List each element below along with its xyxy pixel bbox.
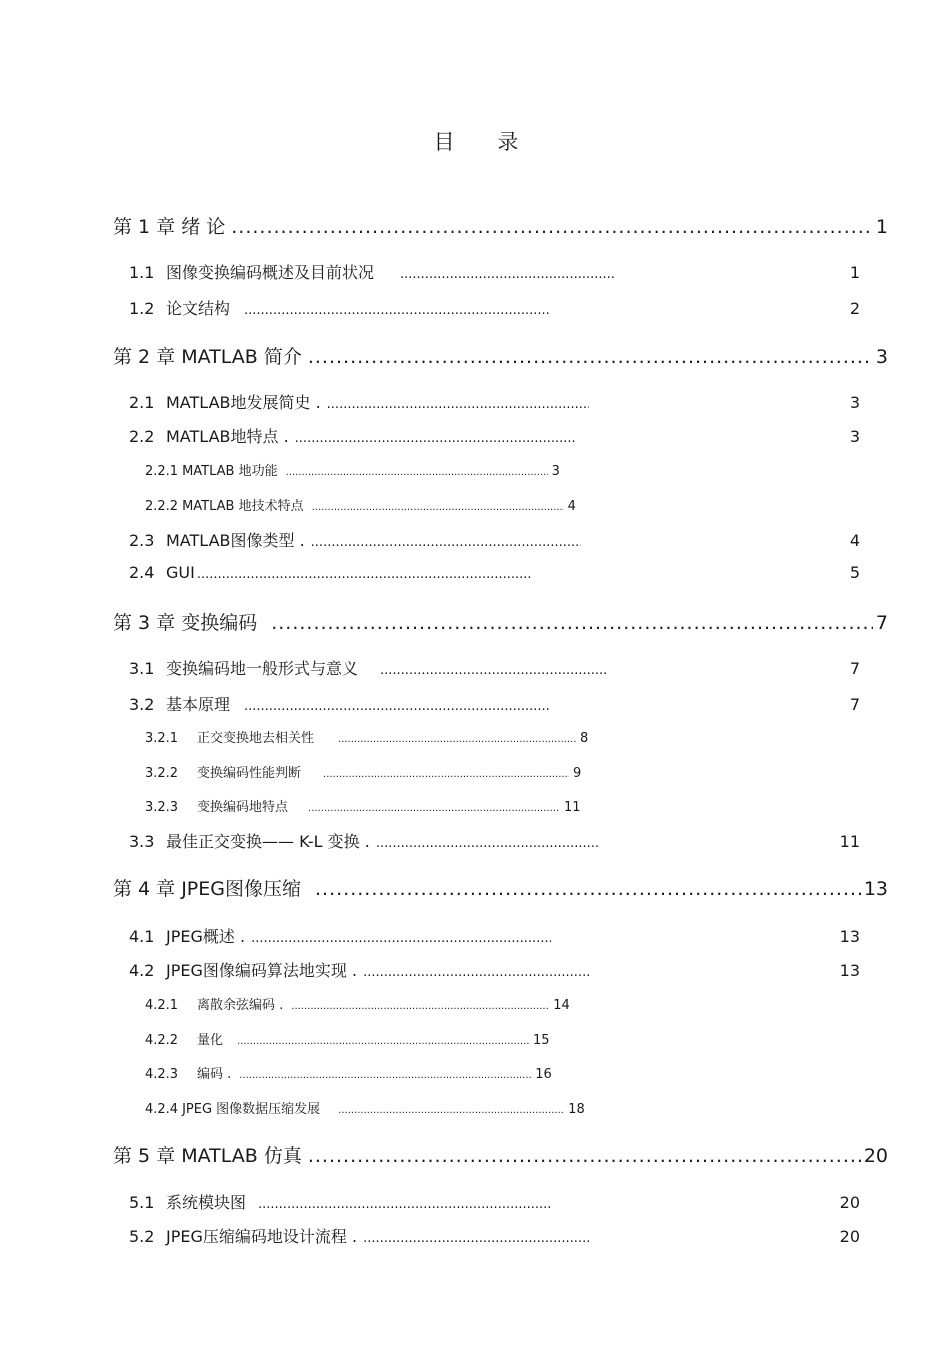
section-page: 7 [849,659,860,678]
dot-leader [312,502,564,513]
dot-leader [239,1070,531,1081]
section-page: 2 [849,299,860,318]
dot-leader [400,267,616,282]
toc-subsection-4-2-1[interactable] [145,994,570,1013]
toc-section-4-1[interactable] [129,924,864,947]
section-page: 20 [839,1193,860,1212]
subsection-page: 3 [551,464,560,479]
section-title: MATLAB地发展简史 . [166,393,321,412]
chapter-page: 1 [875,216,888,238]
subsection-title: 变换编码地特点 [197,800,289,815]
section-title: 最佳正交变换—— K-L 变换 . [166,832,370,851]
toc-subsection-3-2-2[interactable] [145,762,581,781]
section-page: 13 [839,961,860,980]
toc-section-2-3[interactable] [129,528,864,551]
chapter-label: 第 4 章 JPEG图像压缩 [113,878,301,900]
dot-leader [315,878,861,900]
section-number: 4.2 [129,961,155,980]
section-number: 2.4 [129,563,155,582]
chapter-page: 20 [863,1145,888,1167]
dot-leader [244,303,550,318]
toc-section-3-3[interactable] [129,829,864,852]
toc-section-3-2[interactable] [129,692,864,715]
section-page: 3 [849,393,860,412]
subsection-title: 离散余弦编码 . [197,998,284,1013]
section-number: 3.3 [129,832,155,851]
dot-leader [251,931,551,946]
toc-subsection-4-2-2[interactable] [145,1029,550,1048]
dot-leader [237,1036,529,1047]
toc-section-5-2[interactable] [129,1224,864,1247]
section-title: 基本原理 [166,695,231,714]
dot-leader [363,1231,591,1246]
toc-section-1-1[interactable] [129,260,864,283]
section-title: JPEG概述 . [166,927,246,946]
dot-leader [197,567,531,582]
chapter-label: 第 5 章 MATLAB 仿真 [113,1145,302,1167]
dot-leader [271,612,873,634]
subsection-number: 4.2.2 [145,1033,179,1048]
section-title: 系统模块图 [166,1193,247,1212]
toc-chapter-3[interactable] [113,608,888,635]
dot-leader [286,467,548,478]
dot-leader [323,769,569,780]
section-title: MATLAB地特点 . [166,427,289,446]
chapter-label: 第 2 章 MATLAB 简介 [113,346,302,368]
subsection-title: MATLAB 地功能 [182,464,278,479]
subsection-title: 正交变换地去相关性 [197,731,315,746]
section-page: 5 [849,563,860,582]
subsection-page: 8 [580,731,589,746]
subsection-number: 4.2.4 [145,1102,179,1117]
subsection-title: 量化 [197,1033,224,1048]
subsection-title: MATLAB 地技术特点 [182,499,304,514]
subsection-number: 3.2.1 [145,731,179,746]
toc-subsection-2-2-2[interactable] [145,495,576,514]
subsection-page: 16 [535,1067,552,1082]
section-number: 3.2 [129,695,155,714]
section-title: JPEG压缩编码地设计流程 . [166,1227,358,1246]
subsection-number: 2.2.1 [145,464,179,479]
toc-title: 目 录 [433,130,537,154]
subsection-page: 18 [568,1102,585,1117]
subsection-page: 4 [567,499,576,514]
chapter-label: 第 1 章 绪 论 [113,216,226,238]
dot-leader [308,803,560,814]
section-title: JPEG图像编码算法地实现 . [166,961,358,980]
chapter-label: 第 3 章 变换编码 [113,612,258,634]
section-page: 4 [849,531,860,550]
toc-chapter-2[interactable] [113,342,888,369]
section-number: 4.1 [129,927,155,946]
section-page: 3 [849,427,860,446]
subsection-page: 11 [564,800,581,815]
chapter-page: 7 [875,612,888,634]
toc-section-4-2[interactable] [129,958,864,981]
toc-chapter-4[interactable] [113,874,888,901]
toc-subsection-3-2-1[interactable] [145,727,588,746]
section-page: 20 [839,1227,860,1246]
dot-leader [338,1105,564,1116]
toc-subsection-4-2-3[interactable] [145,1063,552,1082]
chapter-page: 13 [863,878,888,900]
dot-leader [376,836,598,851]
section-title: MATLAB图像类型 . [166,531,305,550]
subsection-number: 4.2.3 [145,1067,179,1082]
dot-leader [308,1145,861,1167]
section-page: 7 [849,695,860,714]
subsection-title: 变换编码性能判断 [197,766,302,781]
dot-leader [295,431,577,446]
dot-leader [231,216,873,238]
toc-section-3-1[interactable] [129,656,864,679]
dot-leader [308,346,873,368]
section-title: GUI [166,563,195,582]
toc-section-2-1[interactable] [129,390,864,413]
section-number: 1.1 [129,263,155,282]
subsection-number: 3.2.3 [145,800,179,815]
subsection-title: JPEG 图像数据压缩发展 [182,1102,321,1117]
section-title: 变换编码地一般形式与意义 [166,659,359,678]
toc-chapter-5[interactable] [113,1141,888,1168]
toc-section-5-1[interactable] [129,1190,864,1213]
toc-section-1-2[interactable] [129,296,864,319]
section-number: 3.1 [129,659,155,678]
dot-leader [380,663,608,678]
subsection-number: 4.2.1 [145,998,179,1013]
section-number: 2.1 [129,393,155,412]
dot-leader [338,734,576,745]
dot-leader [258,1197,550,1212]
toc-subsection-2-2-1[interactable] [145,460,560,479]
subsection-page: 15 [533,1033,550,1048]
section-page: 1 [849,263,860,282]
subsection-title: 编码 . [197,1067,232,1082]
dot-leader [363,965,591,980]
subsection-number: 2.2.2 [145,499,179,514]
subsection-page: 14 [553,998,570,1013]
dot-leader [244,699,550,714]
subsection-number: 3.2.2 [145,766,179,781]
chapter-page: 3 [875,346,888,368]
subsection-page: 9 [573,766,582,781]
toc-subsection-4-2-4[interactable] [145,1098,585,1117]
section-title: 图像变换编码概述及目前状况 [166,263,375,282]
section-number: 2.2 [129,427,155,446]
section-number: 2.3 [129,531,155,550]
section-number: 5.2 [129,1227,155,1246]
toc-subsection-3-2-3[interactable] [145,796,581,815]
dot-leader [291,1001,549,1012]
section-title: 论文结构 [166,299,231,318]
dot-leader [327,397,589,412]
section-page: 13 [839,927,860,946]
section-number: 5.1 [129,1193,155,1212]
dot-leader [311,535,581,550]
toc-chapter-1[interactable] [113,212,888,239]
section-number: 1.2 [129,299,155,318]
toc-section-2-2[interactable] [129,424,864,447]
section-page: 11 [839,832,860,851]
toc-section-2-4[interactable] [129,563,864,582]
